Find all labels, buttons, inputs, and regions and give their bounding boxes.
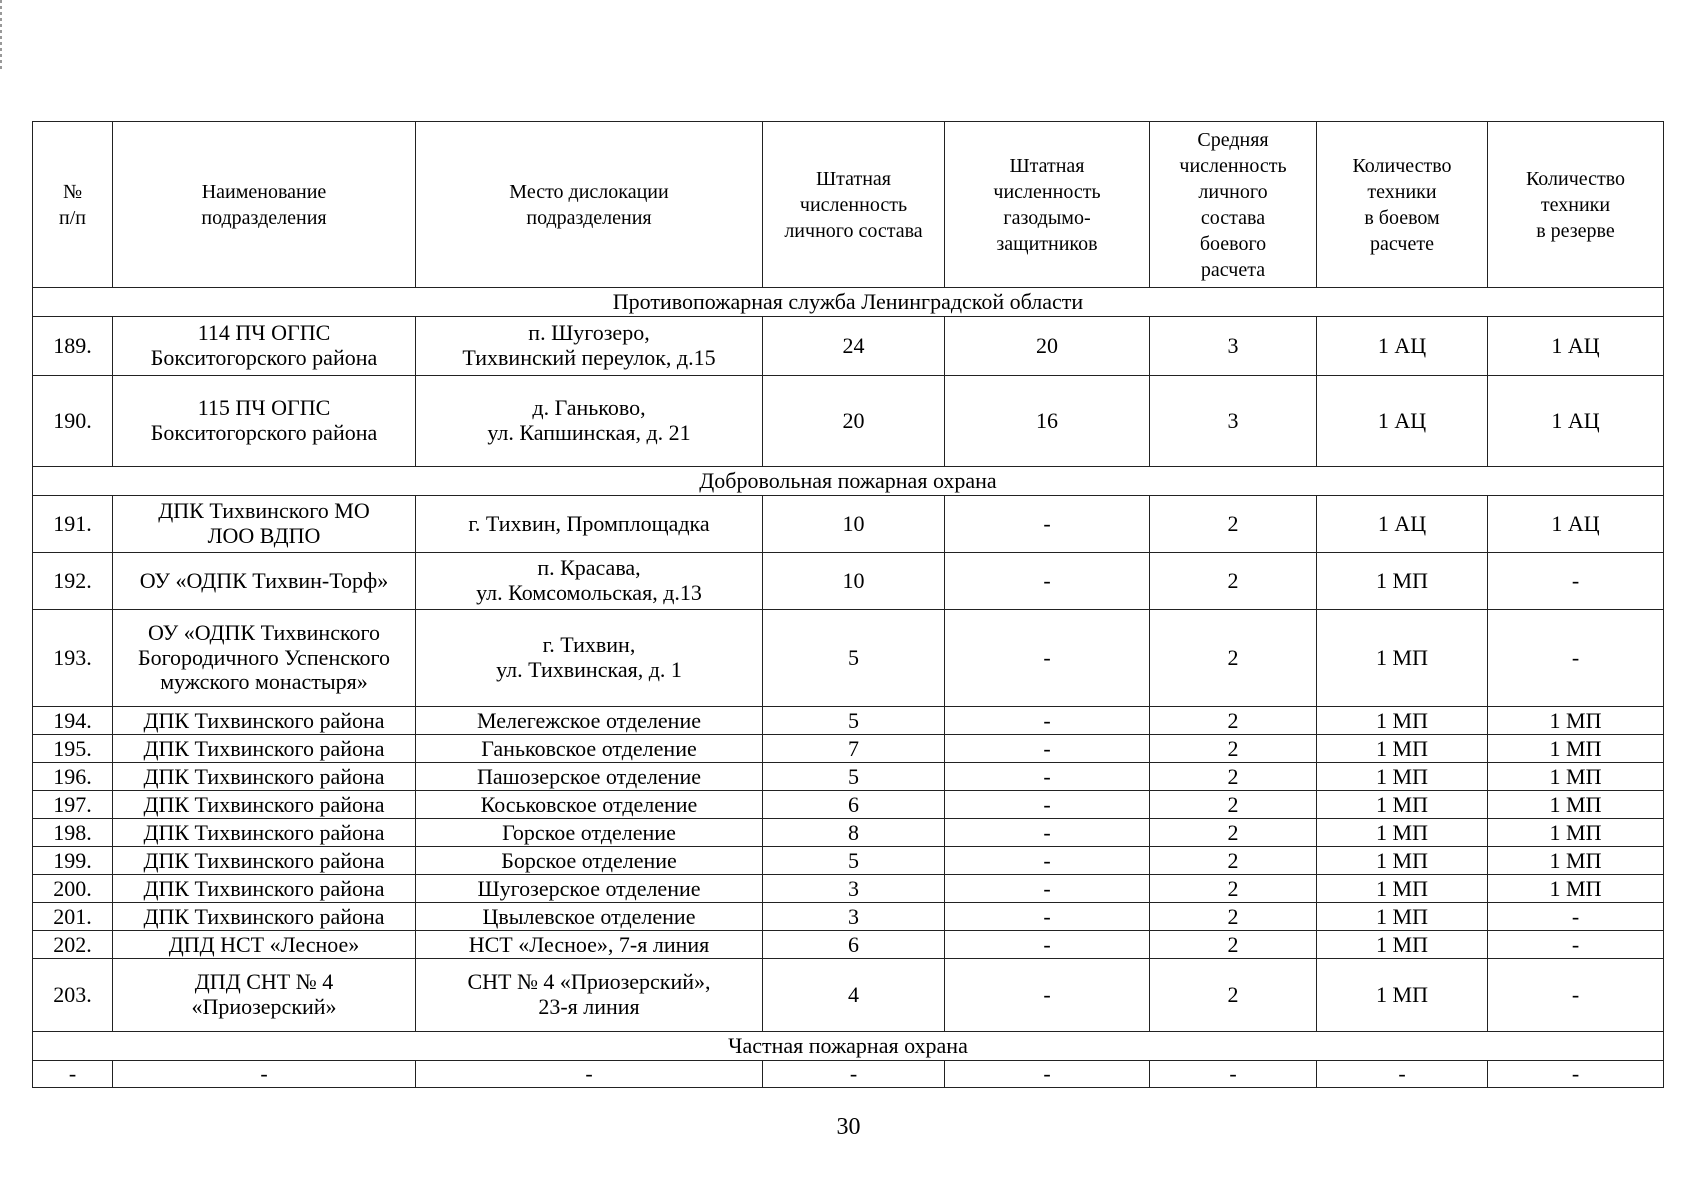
- scan-edge-mark: [0, 0, 2, 70]
- tech-combat: 1 МП: [1317, 791, 1488, 819]
- section-title: Частная пожарная охрана: [33, 1032, 1664, 1061]
- tech-reserve: -: [1488, 903, 1664, 931]
- unit-name: ДПК Тихвинского района: [113, 735, 416, 763]
- row-num: -: [33, 1061, 113, 1088]
- tech-combat: 1 МП: [1317, 959, 1488, 1032]
- tech-reserve: 1 АЦ: [1488, 496, 1664, 553]
- unit-name: ДПК Тихвинского района: [113, 875, 416, 903]
- avg-count: 2: [1150, 735, 1317, 763]
- unit-name: ДПК Тихвинского района: [113, 707, 416, 735]
- tech-reserve: -: [1488, 610, 1664, 707]
- unit-name: ДПК Тихвинского района: [113, 819, 416, 847]
- header-location: Место дислокации подразделения: [416, 122, 763, 288]
- staff-count: 3: [763, 875, 945, 903]
- unit-location: Борское отделение: [416, 847, 763, 875]
- unit-name: 115 ПЧ ОГПС Бокситогорского района: [113, 376, 416, 467]
- staff-count: 5: [763, 610, 945, 707]
- avg-count: 2: [1150, 553, 1317, 610]
- tech-reserve: 1 МП: [1488, 875, 1664, 903]
- gas-count: -: [945, 496, 1150, 553]
- avg-count: 2: [1150, 763, 1317, 791]
- staff-count: 5: [763, 847, 945, 875]
- staff-count: 10: [763, 496, 945, 553]
- table-row: [33, 610, 1664, 707]
- tech-reserve: 1 МП: [1488, 847, 1664, 875]
- staff-count: 4: [763, 959, 945, 1032]
- tech-combat: 1 МП: [1317, 763, 1488, 791]
- unit-name: ДПД НСТ «Лесное»: [113, 931, 416, 959]
- unit-name: ДПК Тихвинского района: [113, 903, 416, 931]
- fire-units-table: [32, 121, 1664, 1088]
- unit-location: г. Тихвин, Промплощадка: [416, 496, 763, 553]
- staff-count: 24: [763, 317, 945, 376]
- row-num: 196.: [33, 763, 113, 791]
- staff-count: 6: [763, 791, 945, 819]
- tech-reserve: 1 МП: [1488, 707, 1664, 735]
- tech-reserve: -: [1488, 931, 1664, 959]
- section-row: [33, 1032, 1664, 1061]
- avg-count: 2: [1150, 496, 1317, 553]
- unit-location: Горское отделение: [416, 819, 763, 847]
- avg-count: 2: [1150, 819, 1317, 847]
- header-gas: Штатная численность газодымо- защитников: [945, 122, 1150, 288]
- tech-combat: 1 МП: [1317, 610, 1488, 707]
- row-num: 201.: [33, 903, 113, 931]
- table-row: [33, 1061, 1664, 1088]
- tech-combat: 1 МП: [1317, 707, 1488, 735]
- table-row: [33, 735, 1664, 763]
- gas-count: 16: [945, 376, 1150, 467]
- gas-count: -: [945, 819, 1150, 847]
- table-row: [33, 376, 1664, 467]
- unit-location: Шугозерское отделение: [416, 875, 763, 903]
- gas-count: 20: [945, 317, 1150, 376]
- tech-combat: 1 АЦ: [1317, 376, 1488, 467]
- gas-count: -: [945, 610, 1150, 707]
- row-num: 198.: [33, 819, 113, 847]
- tech-reserve: -: [1488, 553, 1664, 610]
- row-num: 190.: [33, 376, 113, 467]
- tech-combat: 1 АЦ: [1317, 496, 1488, 553]
- row-num: 191.: [33, 496, 113, 553]
- tech-combat: 1 МП: [1317, 875, 1488, 903]
- table-row: [33, 496, 1664, 553]
- tech-combat: 1 МП: [1317, 735, 1488, 763]
- row-num: 197.: [33, 791, 113, 819]
- gas-count: -: [945, 875, 1150, 903]
- row-num: 189.: [33, 317, 113, 376]
- header-num: № п/п: [33, 122, 113, 288]
- tech-combat: 1 МП: [1317, 553, 1488, 610]
- page-number: 30: [836, 1114, 861, 1140]
- tech-reserve: 1 МП: [1488, 819, 1664, 847]
- header-avg: Средняя численность личного состава боевого расчета: [1150, 122, 1317, 288]
- table-row: [33, 707, 1664, 735]
- tech-reserve: 1 МП: [1488, 735, 1664, 763]
- tech-combat: 1 МП: [1317, 819, 1488, 847]
- table-row: [33, 553, 1664, 610]
- row-num: 203.: [33, 959, 113, 1032]
- header-tech-reserve: Количество техники в резерве: [1488, 122, 1664, 288]
- row-num: 193.: [33, 610, 113, 707]
- avg-count: 2: [1150, 903, 1317, 931]
- avg-count: -: [1150, 1061, 1317, 1088]
- staff-count: 8: [763, 819, 945, 847]
- gas-count: -: [945, 903, 1150, 931]
- section-title: Добровольная пожарная охрана: [33, 467, 1664, 496]
- unit-name: 114 ПЧ ОГПС Бокситогорского района: [113, 317, 416, 376]
- row-num: 194.: [33, 707, 113, 735]
- gas-count: -: [945, 959, 1150, 1032]
- table-row: [33, 819, 1664, 847]
- unit-location: Коськовское отделение: [416, 791, 763, 819]
- table-row: [33, 959, 1664, 1032]
- avg-count: 2: [1150, 610, 1317, 707]
- unit-name: ДПК Тихвинского района: [113, 791, 416, 819]
- avg-count: 2: [1150, 875, 1317, 903]
- table-row: [33, 931, 1664, 959]
- avg-count: 3: [1150, 317, 1317, 376]
- staff-count: 3: [763, 903, 945, 931]
- unit-name: -: [113, 1061, 416, 1088]
- section-row: [33, 288, 1664, 317]
- table-row: [33, 791, 1664, 819]
- unit-location: Мелегежское отделение: [416, 707, 763, 735]
- staff-count: 7: [763, 735, 945, 763]
- staff-count: -: [763, 1061, 945, 1088]
- tech-combat: 1 АЦ: [1317, 317, 1488, 376]
- avg-count: 2: [1150, 707, 1317, 735]
- tech-combat: -: [1317, 1061, 1488, 1088]
- avg-count: 2: [1150, 791, 1317, 819]
- unit-location: д. Ганьково, ул. Капшинская, д. 21: [416, 376, 763, 467]
- tech-reserve: 1 АЦ: [1488, 317, 1664, 376]
- unit-location: п. Красава, ул. Комсомольская, д.13: [416, 553, 763, 610]
- unit-location: Цвылевское отделение: [416, 903, 763, 931]
- header-name: Наименование подразделения: [113, 122, 416, 288]
- row-num: 192.: [33, 553, 113, 610]
- unit-name: ОУ «ОДПК Тихвин-Торф»: [113, 553, 416, 610]
- row-num: 199.: [33, 847, 113, 875]
- header-tech-combat: Количество техники в боевом расчете: [1317, 122, 1488, 288]
- staff-count: 5: [763, 707, 945, 735]
- unit-location: НСТ «Лесное», 7-я линия: [416, 931, 763, 959]
- staff-count: 20: [763, 376, 945, 467]
- unit-location: г. Тихвин, ул. Тихвинская, д. 1: [416, 610, 763, 707]
- gas-count: -: [945, 1061, 1150, 1088]
- staff-count: 5: [763, 763, 945, 791]
- avg-count: 3: [1150, 376, 1317, 467]
- unit-location: п. Шугозеро, Тихвинский переулок, д.15: [416, 317, 763, 376]
- row-num: 202.: [33, 931, 113, 959]
- gas-count: -: [945, 847, 1150, 875]
- tech-reserve: 1 МП: [1488, 763, 1664, 791]
- table-row: [33, 875, 1664, 903]
- avg-count: 2: [1150, 847, 1317, 875]
- section-row: [33, 467, 1664, 496]
- avg-count: 2: [1150, 931, 1317, 959]
- table-header-row: [33, 122, 1664, 288]
- unit-location: Пашозерское отделение: [416, 763, 763, 791]
- avg-count: 2: [1150, 959, 1317, 1032]
- table-row: [33, 763, 1664, 791]
- unit-name: ДПК Тихвинского района: [113, 763, 416, 791]
- unit-location: Ганьковское отделение: [416, 735, 763, 763]
- tech-combat: 1 МП: [1317, 847, 1488, 875]
- tech-reserve: 1 АЦ: [1488, 376, 1664, 467]
- gas-count: -: [945, 931, 1150, 959]
- unit-location: -: [416, 1061, 763, 1088]
- staff-count: 6: [763, 931, 945, 959]
- tech-reserve: -: [1488, 959, 1664, 1032]
- gas-count: -: [945, 763, 1150, 791]
- gas-count: -: [945, 553, 1150, 610]
- row-num: 195.: [33, 735, 113, 763]
- tech-reserve: 1 МП: [1488, 791, 1664, 819]
- tech-combat: 1 МП: [1317, 931, 1488, 959]
- table-row: [33, 317, 1664, 376]
- unit-location: СНТ № 4 «Приозерский», 23-я линия: [416, 959, 763, 1032]
- table-row: [33, 847, 1664, 875]
- tech-reserve: -: [1488, 1061, 1664, 1088]
- table-row: [33, 903, 1664, 931]
- unit-name: ДПД СНТ № 4 «Приозерский»: [113, 959, 416, 1032]
- section-title: Противопожарная служба Ленинградской области: [33, 288, 1664, 317]
- gas-count: -: [945, 707, 1150, 735]
- gas-count: -: [945, 735, 1150, 763]
- unit-name: ОУ «ОДПК Тихвинского Богородичного Успенского мужского монастыря»: [113, 610, 416, 707]
- row-num: 200.: [33, 875, 113, 903]
- header-staff: Штатная численность личного состава: [763, 122, 945, 288]
- gas-count: -: [945, 791, 1150, 819]
- tech-combat: 1 МП: [1317, 903, 1488, 931]
- unit-name: ДПК Тихвинского МО ЛОО ВДПО: [113, 496, 416, 553]
- staff-count: 10: [763, 553, 945, 610]
- unit-name: ДПК Тихвинского района: [113, 847, 416, 875]
